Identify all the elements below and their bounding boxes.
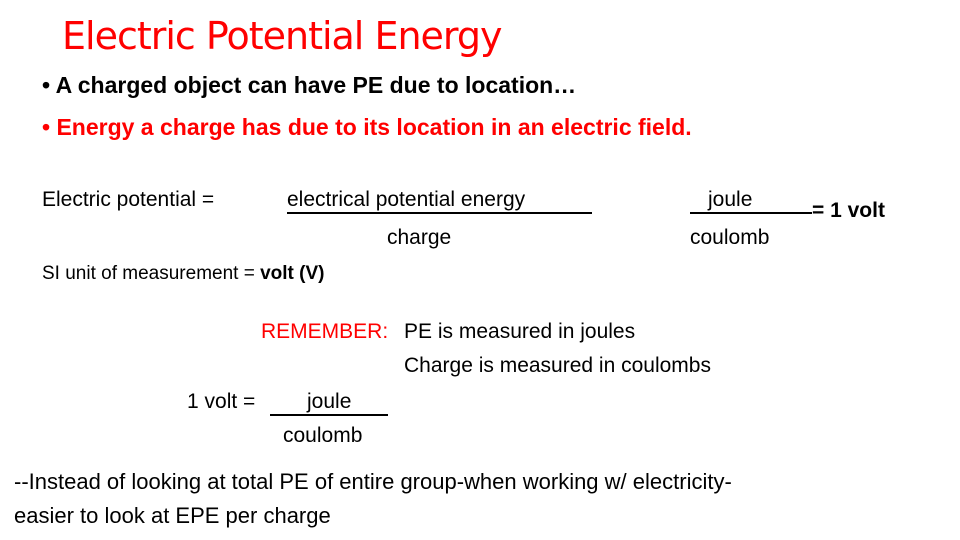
volt-def-denominator: coulomb [283,424,363,447]
bullet-2: • Energy a charge has due to its location in an electric field. [42,114,692,140]
si-unit-value: volt (V) [260,263,325,284]
volt-def-fraction-bar [270,414,388,416]
formula-fraction-bar [287,212,592,214]
unit-fraction-bar [690,212,812,214]
remember-line-2: Charge is measured in coulombs [404,354,711,377]
unit-denominator: coulomb [690,226,770,249]
volt-def-numerator: joule [307,390,352,413]
si-unit-line [42,263,324,285]
remember-label: REMEMBER: [261,320,389,343]
formula-lhs: Electric potential = [42,188,215,211]
remember-line-1: PE is measured in joules [404,320,636,343]
si-unit-label: SI unit of measurement = [42,263,261,284]
volt-def-lhs: 1 volt = [187,390,256,413]
note-line-1: --Instead of looking at total PE of entire group-when working w/ electricity- [14,469,732,494]
unit-numerator: joule [708,188,753,211]
bullet-1: • A charged object can have PE due to location… [42,72,577,98]
formula-denominator: charge [387,226,452,249]
formula-numerator: electrical potential energy [287,188,526,211]
slide-title: Electric Potential Energy [62,14,502,58]
note-line-2: easier to look at EPE per charge [14,503,331,528]
unit-result: = 1 volt [812,199,885,222]
